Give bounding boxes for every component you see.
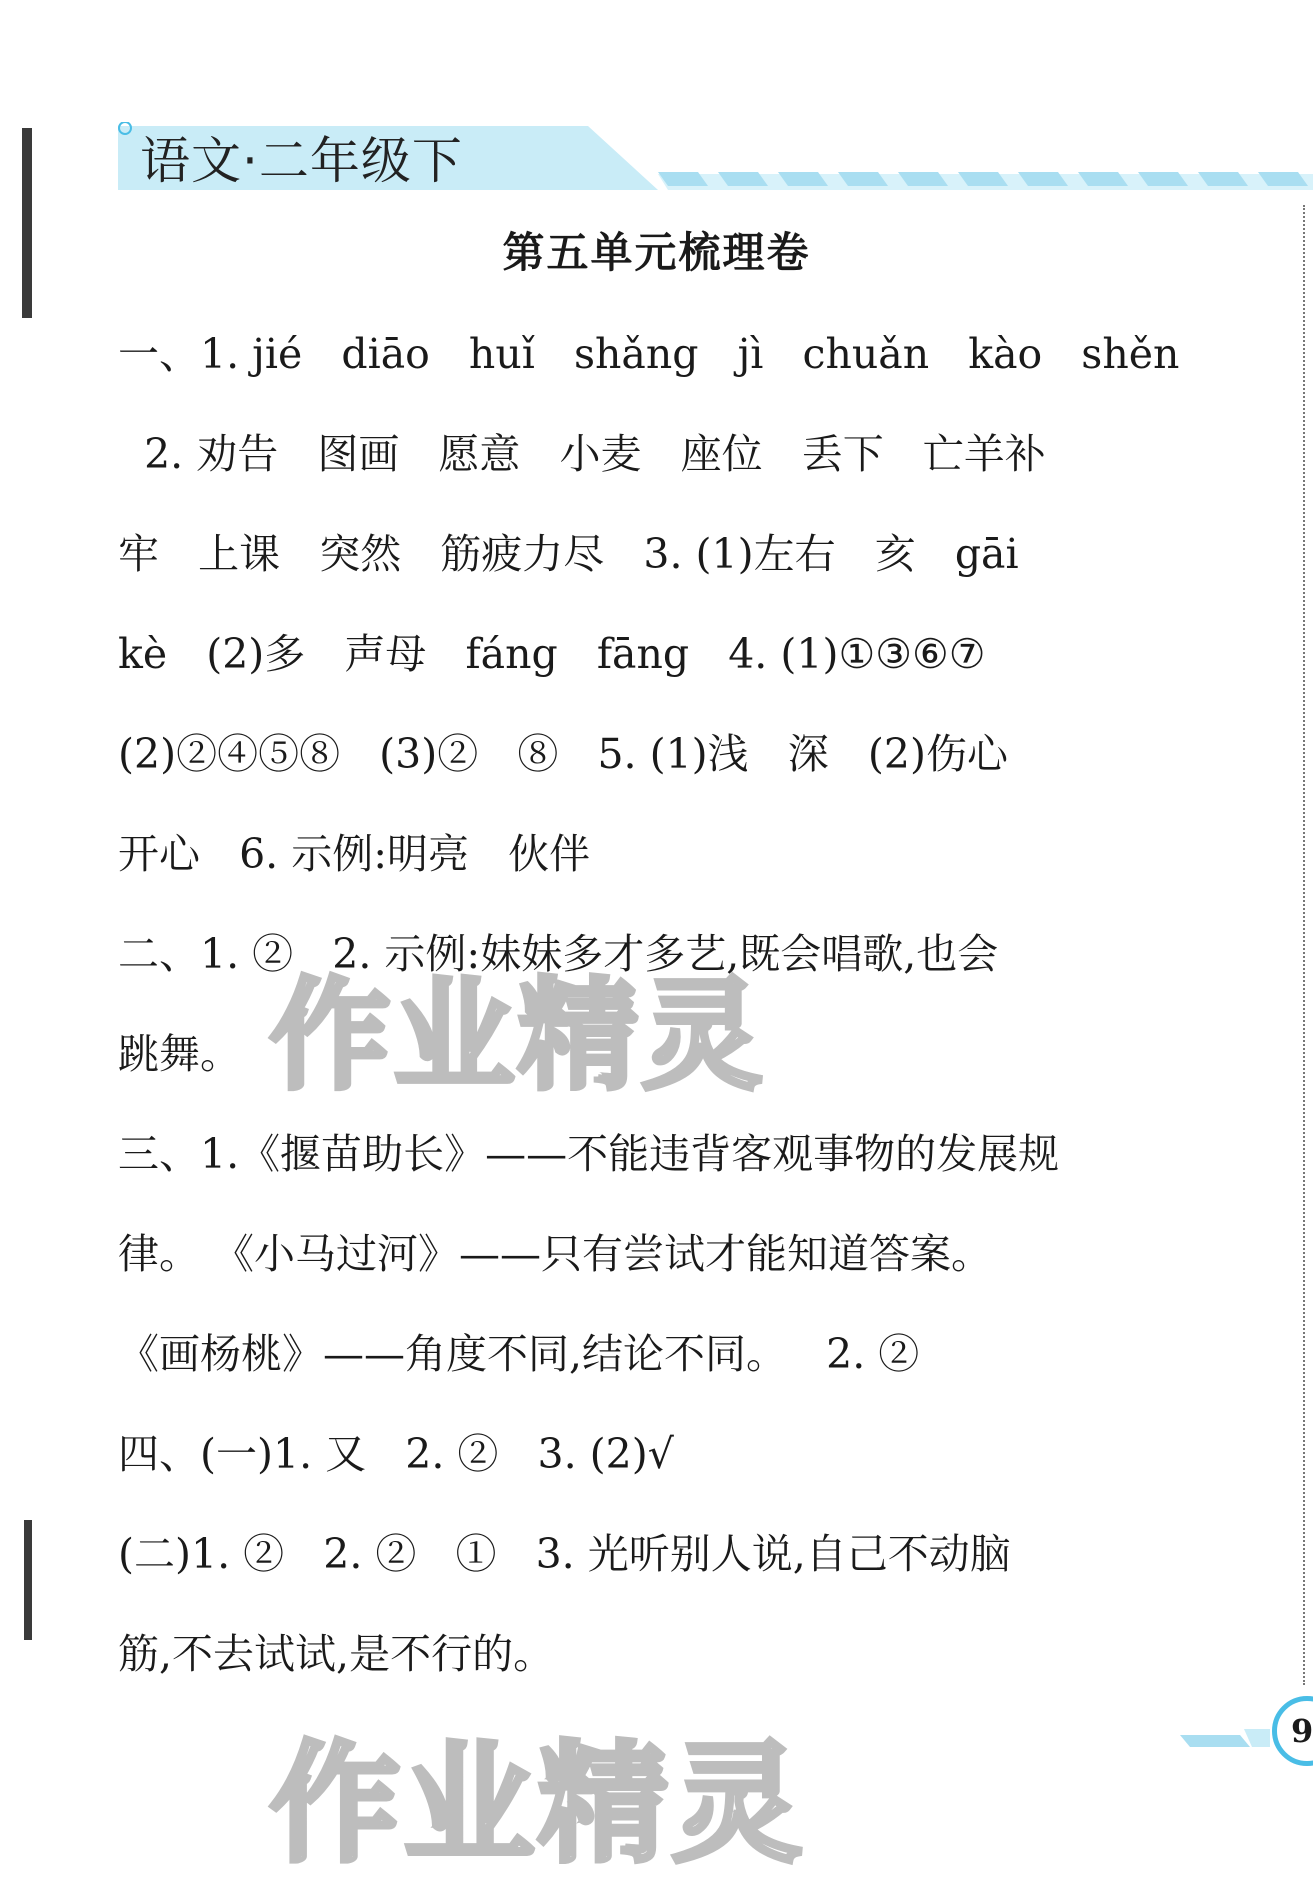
header-title: 语文·二年级下 (140, 132, 463, 190)
answer-line: (二)1. ② 2. ② ① 3. 光听别人说,自己不动脑 (118, 1530, 1011, 1578)
answer-line: 筋,不去试试,是不行的。 (118, 1630, 555, 1678)
answer-line: 牢 上课 突然 筋疲力尽 3. (1)左右 亥 gāi (118, 530, 1019, 578)
answer-line: 三、1.《揠苗助长》——不能违背客观事物的发展规 (118, 1130, 1060, 1178)
page-title: 第五单元梳理卷 (502, 228, 811, 277)
watermark: 作业精灵 (270, 1728, 807, 1880)
left-edge-mark (24, 1520, 32, 1640)
answer-line: 《画杨桃》——角度不同,结论不同。 2. ② (118, 1330, 920, 1378)
answer-line: (2)②④⑤⑧ (3)② ⑧ 5. (1)浅 深 (2)伤心 (118, 730, 1008, 778)
answer-line: 跳舞。 (118, 1030, 241, 1078)
answer-line: 2. 劝告 图画 愿意 小麦 座位 丢下 亡羊补 (118, 430, 1046, 478)
watermark: 作业精灵 (270, 967, 766, 1106)
answer-line: 四、(一)1. 又 2. ② 3. (2)√ (118, 1430, 674, 1478)
answer-line: 律。 《小马过河》——只有尝试才能知道答案。 (118, 1230, 993, 1278)
answer-line: 一、1. jié diāo huǐ shǎng jì chuǎn kào shěn (118, 330, 1180, 378)
answer-line: 二、1. ② 2. 示例:妹妹多才多艺,既会唱歌,也会 (118, 930, 999, 978)
page-number: 9 (1272, 1696, 1313, 1766)
page-number-stripes (1180, 1725, 1270, 1749)
answer-line: 开心 6. 示例:明亮 伙伴 (118, 830, 591, 878)
right-margin-rule (1303, 205, 1305, 1685)
answer-line: kè (2)多 声母 fáng fāng 4. (1)①③⑥⑦ (118, 630, 986, 678)
